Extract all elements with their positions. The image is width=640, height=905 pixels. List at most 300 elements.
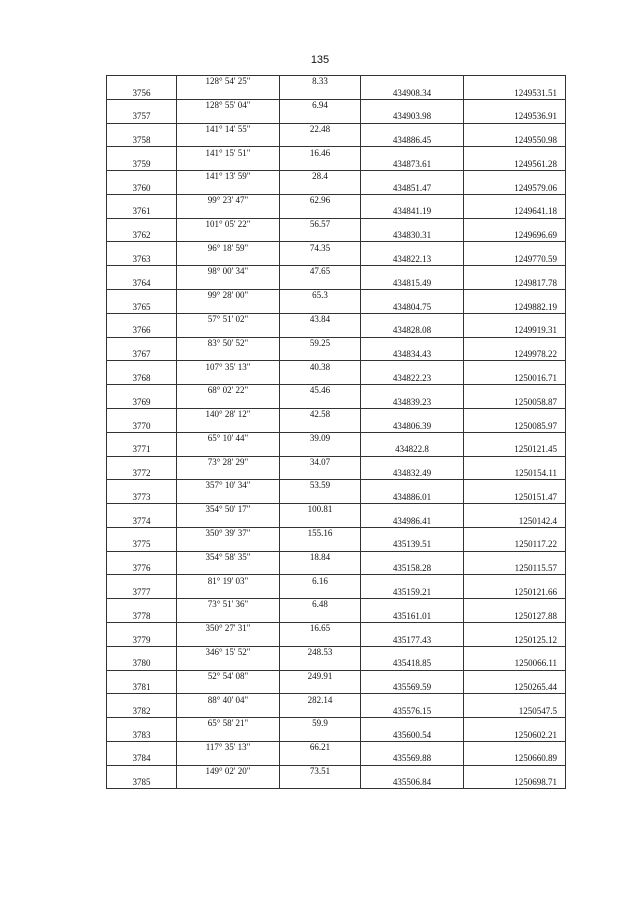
x-coordinate-cell — [361, 670, 464, 682]
distance-cell: 47.65 — [280, 266, 361, 278]
point-id-cell: 3758 — [107, 135, 177, 147]
table-row-point — [107, 492, 566, 504]
y-coordinate-cell: 1249817.78 — [464, 278, 566, 290]
y-coordinate-cell: 1250115.57 — [464, 563, 566, 575]
bearing-cell: 128° 54' 25" — [177, 76, 280, 88]
point-id-cell: 3783 — [107, 729, 177, 741]
distance-cell — [280, 301, 361, 313]
bearing-cell — [177, 587, 280, 599]
distance-cell: 249.91 — [280, 670, 361, 682]
distance-cell — [280, 611, 361, 623]
x-coordinate-cell — [361, 123, 464, 135]
point-id-cell — [107, 765, 177, 777]
bearing-cell: 107° 35' 13" — [177, 361, 280, 373]
table-row-point — [107, 230, 566, 242]
y-coordinate-cell: 1250016.71 — [464, 373, 566, 385]
table-row-segment — [107, 646, 566, 658]
bearing-cell — [177, 468, 280, 480]
y-coordinate-cell — [464, 171, 566, 183]
y-coordinate-cell — [464, 741, 566, 753]
bearing-cell: 65° 10' 44" — [177, 432, 280, 444]
y-coordinate-cell — [464, 266, 566, 278]
point-id-cell: 3763 — [107, 254, 177, 266]
distance-cell: 16.65 — [280, 622, 361, 634]
y-coordinate-cell: 1250125.12 — [464, 634, 566, 646]
point-id-cell — [107, 337, 177, 349]
table-row-segment — [107, 765, 566, 777]
distance-cell: 39.09 — [280, 432, 361, 444]
x-coordinate-cell: 435159.21 — [361, 587, 464, 599]
point-id-cell — [107, 123, 177, 135]
x-coordinate-cell: 434903.98 — [361, 111, 464, 123]
y-coordinate-cell: 1249641.18 — [464, 206, 566, 218]
y-coordinate-cell — [464, 385, 566, 397]
x-coordinate-cell — [361, 646, 464, 658]
point-id-cell — [107, 76, 177, 88]
bearing-cell: 350° 27' 31" — [177, 622, 280, 634]
point-id-cell — [107, 622, 177, 634]
x-coordinate-cell: 434886.01 — [361, 492, 464, 504]
x-coordinate-cell: 434841.19 — [361, 206, 464, 218]
x-coordinate-cell — [361, 527, 464, 539]
point-id-cell — [107, 694, 177, 706]
point-id-cell: 3779 — [107, 634, 177, 646]
distance-cell — [280, 634, 361, 646]
y-coordinate-cell — [464, 670, 566, 682]
bearing-cell: 81° 19' 03" — [177, 575, 280, 587]
table-row-point — [107, 325, 566, 337]
x-coordinate-cell — [361, 242, 464, 254]
point-id-cell: 3770 — [107, 420, 177, 432]
x-coordinate-cell — [361, 622, 464, 634]
bearing-cell — [177, 349, 280, 361]
x-coordinate-cell — [361, 432, 464, 444]
y-coordinate-cell — [464, 575, 566, 587]
distance-cell: 28.4 — [280, 171, 361, 183]
bearing-cell — [177, 515, 280, 527]
table-row-segment — [107, 432, 566, 444]
table-row-point — [107, 444, 566, 456]
bearing-cell — [177, 682, 280, 694]
table-row-point — [107, 468, 566, 480]
x-coordinate-cell: 434851.47 — [361, 183, 464, 195]
distance-cell — [280, 682, 361, 694]
x-coordinate-cell: 434828.08 — [361, 325, 464, 337]
x-coordinate-cell: 435506.84 — [361, 777, 464, 789]
x-coordinate-cell — [361, 599, 464, 611]
table-row-segment — [107, 408, 566, 420]
bearing-cell: 354° 58' 35" — [177, 551, 280, 563]
bearing-cell: 68° 02' 22" — [177, 385, 280, 397]
point-id-cell: 3774 — [107, 515, 177, 527]
point-id-cell — [107, 385, 177, 397]
point-id-cell: 3757 — [107, 111, 177, 123]
point-id-cell: 3777 — [107, 587, 177, 599]
point-id-cell: 3776 — [107, 563, 177, 575]
bearing-cell: 354° 50' 17" — [177, 504, 280, 516]
table-row-point — [107, 87, 566, 99]
table-row-segment — [107, 622, 566, 634]
table-row-segment — [107, 242, 566, 254]
y-coordinate-cell — [464, 599, 566, 611]
x-coordinate-cell — [361, 337, 464, 349]
distance-cell — [280, 87, 361, 99]
x-coordinate-cell — [361, 456, 464, 468]
bearing-cell: 101° 05' 22" — [177, 218, 280, 230]
y-coordinate-cell: 1250058.87 — [464, 397, 566, 409]
y-coordinate-cell: 1250117.22 — [464, 539, 566, 551]
point-id-cell — [107, 218, 177, 230]
distance-cell: 53.59 — [280, 480, 361, 492]
distance-cell — [280, 230, 361, 242]
x-coordinate-cell: 434886.45 — [361, 135, 464, 147]
x-coordinate-cell: 435158.28 — [361, 563, 464, 575]
y-coordinate-cell — [464, 480, 566, 492]
point-id-cell — [107, 194, 177, 206]
distance-cell: 18.84 — [280, 551, 361, 563]
distance-cell: 8.33 — [280, 76, 361, 88]
point-id-cell: 3766 — [107, 325, 177, 337]
y-coordinate-cell: 1250602.21 — [464, 729, 566, 741]
bearing-cell — [177, 753, 280, 765]
point-id-cell — [107, 456, 177, 468]
table-row-point — [107, 706, 566, 718]
bearing-cell — [177, 444, 280, 456]
table-row-point — [107, 753, 566, 765]
point-id-cell: 3761 — [107, 206, 177, 218]
distance-cell: 22.48 — [280, 123, 361, 135]
bearing-cell: 350° 39' 37" — [177, 527, 280, 539]
bearing-cell — [177, 373, 280, 385]
bearing-cell — [177, 183, 280, 195]
x-coordinate-cell — [361, 575, 464, 587]
table-row-point — [107, 587, 566, 599]
y-coordinate-cell: 1250660.89 — [464, 753, 566, 765]
y-coordinate-cell: 1250121.66 — [464, 587, 566, 599]
table-row-segment — [107, 741, 566, 753]
y-coordinate-cell: 1250127.88 — [464, 611, 566, 623]
table-row-point — [107, 563, 566, 575]
point-id-cell — [107, 408, 177, 420]
y-coordinate-cell: 1250698.71 — [464, 777, 566, 789]
point-id-cell — [107, 527, 177, 539]
bearing-cell: 149° 02' 20" — [177, 765, 280, 777]
table-row-point — [107, 301, 566, 313]
bearing-cell — [177, 230, 280, 242]
y-coordinate-cell: 1249536.91 — [464, 111, 566, 123]
bearing-cell — [177, 563, 280, 575]
bearing-cell — [177, 492, 280, 504]
table-row-segment — [107, 599, 566, 611]
distance-cell: 6.16 — [280, 575, 361, 587]
y-coordinate-cell — [464, 622, 566, 634]
distance-cell: 248.53 — [280, 646, 361, 658]
bearing-cell — [177, 611, 280, 623]
y-coordinate-cell — [464, 408, 566, 420]
point-id-cell — [107, 242, 177, 254]
point-id-cell — [107, 646, 177, 658]
y-coordinate-cell: 1250547.5 — [464, 706, 566, 718]
point-id-cell: 3778 — [107, 611, 177, 623]
x-coordinate-cell: 434822.13 — [361, 254, 464, 266]
distance-cell — [280, 563, 361, 575]
x-coordinate-cell: 434815.49 — [361, 278, 464, 290]
table-row-segment — [107, 76, 566, 88]
y-coordinate-cell — [464, 242, 566, 254]
distance-cell — [280, 420, 361, 432]
point-id-cell: 3772 — [107, 468, 177, 480]
bearing-cell: 357° 10' 34" — [177, 480, 280, 492]
distance-cell — [280, 587, 361, 599]
point-id-cell — [107, 480, 177, 492]
coordinate-table-body — [107, 76, 566, 789]
x-coordinate-cell — [361, 194, 464, 206]
table-row-segment — [107, 575, 566, 587]
y-coordinate-cell — [464, 76, 566, 88]
x-coordinate-cell — [361, 218, 464, 230]
table-row-point — [107, 515, 566, 527]
x-coordinate-cell: 434986.41 — [361, 515, 464, 527]
bearing-cell — [177, 539, 280, 551]
coordinate-table — [106, 75, 566, 789]
bearing-cell: 65° 58' 21" — [177, 718, 280, 730]
bearing-cell: 96° 18' 59" — [177, 242, 280, 254]
x-coordinate-cell: 434806.39 — [361, 420, 464, 432]
point-id-cell: 3784 — [107, 753, 177, 765]
distance-cell — [280, 254, 361, 266]
table-row-point — [107, 111, 566, 123]
distance-cell: 16.46 — [280, 147, 361, 159]
bearing-cell: 73° 51' 36" — [177, 599, 280, 611]
table-row-segment — [107, 290, 566, 302]
table-row-point — [107, 777, 566, 789]
x-coordinate-cell — [361, 385, 464, 397]
distance-cell: 282.14 — [280, 694, 361, 706]
y-coordinate-cell: 1250066.11 — [464, 658, 566, 670]
distance-cell — [280, 706, 361, 718]
table-row-point — [107, 206, 566, 218]
x-coordinate-cell: 434908.34 — [361, 87, 464, 99]
bearing-cell: 52° 54' 08" — [177, 670, 280, 682]
bearing-cell: 88° 40' 04" — [177, 694, 280, 706]
y-coordinate-cell: 1250142.4 — [464, 515, 566, 527]
point-id-cell: 3759 — [107, 159, 177, 171]
table-row-point — [107, 135, 566, 147]
table-row-segment — [107, 171, 566, 183]
distance-cell — [280, 777, 361, 789]
point-id-cell: 3756 — [107, 87, 177, 99]
x-coordinate-cell — [361, 76, 464, 88]
bearing-cell: 141° 15' 51" — [177, 147, 280, 159]
x-coordinate-cell — [361, 741, 464, 753]
table-row-point — [107, 349, 566, 361]
x-coordinate-cell — [361, 765, 464, 777]
point-id-cell: 3764 — [107, 278, 177, 290]
y-coordinate-cell — [464, 456, 566, 468]
distance-cell — [280, 206, 361, 218]
x-coordinate-cell — [361, 147, 464, 159]
y-coordinate-cell: 1249561.28 — [464, 159, 566, 171]
x-coordinate-cell: 435569.88 — [361, 753, 464, 765]
bearing-cell — [177, 135, 280, 147]
point-id-cell — [107, 575, 177, 587]
y-coordinate-cell: 1250265.44 — [464, 682, 566, 694]
point-id-cell — [107, 313, 177, 325]
point-id-cell: 3769 — [107, 397, 177, 409]
point-id-cell — [107, 599, 177, 611]
point-id-cell: 3781 — [107, 682, 177, 694]
bearing-cell: 140° 28' 12" — [177, 408, 280, 420]
point-id-cell — [107, 290, 177, 302]
y-coordinate-cell — [464, 218, 566, 230]
x-coordinate-cell: 435418.85 — [361, 658, 464, 670]
point-id-cell: 3775 — [107, 539, 177, 551]
bearing-cell: 73° 28' 29" — [177, 456, 280, 468]
point-id-cell: 3773 — [107, 492, 177, 504]
y-coordinate-cell: 1249550.98 — [464, 135, 566, 147]
distance-cell: 6.48 — [280, 599, 361, 611]
distance-cell — [280, 729, 361, 741]
table-row-point — [107, 397, 566, 409]
bearing-cell: 128° 55' 04" — [177, 99, 280, 111]
bearing-cell — [177, 301, 280, 313]
x-coordinate-cell: 434804.75 — [361, 301, 464, 313]
distance-cell — [280, 111, 361, 123]
y-coordinate-cell: 1250121.45 — [464, 444, 566, 456]
distance-cell — [280, 539, 361, 551]
x-coordinate-cell: 435177.43 — [361, 634, 464, 646]
point-id-cell — [107, 171, 177, 183]
point-id-cell — [107, 551, 177, 563]
bearing-cell: 83° 50' 52" — [177, 337, 280, 349]
table-row-point — [107, 278, 566, 290]
x-coordinate-cell: 434822.23 — [361, 373, 464, 385]
table-row-segment — [107, 670, 566, 682]
y-coordinate-cell: 1249696.69 — [464, 230, 566, 242]
distance-cell: 65.3 — [280, 290, 361, 302]
bearing-cell — [177, 87, 280, 99]
bearing-cell — [177, 159, 280, 171]
table-row-segment — [107, 504, 566, 516]
y-coordinate-cell — [464, 718, 566, 730]
bearing-cell — [177, 111, 280, 123]
x-coordinate-cell: 435139.51 — [361, 539, 464, 551]
bearing-cell: 99° 28' 00" — [177, 290, 280, 302]
y-coordinate-cell — [464, 361, 566, 373]
x-coordinate-cell: 434832.49 — [361, 468, 464, 480]
x-coordinate-cell: 435576.15 — [361, 706, 464, 718]
table-row-point — [107, 539, 566, 551]
distance-cell — [280, 468, 361, 480]
x-coordinate-cell — [361, 290, 464, 302]
table-row-segment — [107, 718, 566, 730]
table-row-segment — [107, 218, 566, 230]
table-row-point — [107, 611, 566, 623]
distance-cell — [280, 753, 361, 765]
bearing-cell — [177, 706, 280, 718]
table-row-segment — [107, 123, 566, 135]
distance-cell — [280, 349, 361, 361]
point-id-cell: 3760 — [107, 183, 177, 195]
distance-cell: 66.21 — [280, 741, 361, 753]
bearing-cell: 141° 14' 55" — [177, 123, 280, 135]
point-id-cell — [107, 718, 177, 730]
bearing-cell — [177, 206, 280, 218]
y-coordinate-cell — [464, 99, 566, 111]
x-coordinate-cell — [361, 551, 464, 563]
y-coordinate-cell: 1250085.97 — [464, 420, 566, 432]
y-coordinate-cell — [464, 290, 566, 302]
point-id-cell — [107, 504, 177, 516]
distance-cell: 40.38 — [280, 361, 361, 373]
x-coordinate-cell: 434822.8 — [361, 444, 464, 456]
x-coordinate-cell: 434839.23 — [361, 397, 464, 409]
table-row-segment — [107, 385, 566, 397]
table-row-point — [107, 729, 566, 741]
y-coordinate-cell — [464, 504, 566, 516]
distance-cell — [280, 515, 361, 527]
table-row-segment — [107, 147, 566, 159]
y-coordinate-cell — [464, 646, 566, 658]
point-id-cell — [107, 741, 177, 753]
distance-cell: 100.81 — [280, 504, 361, 516]
bearing-cell — [177, 777, 280, 789]
distance-cell: 59.25 — [280, 337, 361, 349]
table-row-segment — [107, 194, 566, 206]
y-coordinate-cell — [464, 337, 566, 349]
x-coordinate-cell: 435569.59 — [361, 682, 464, 694]
distance-cell: 6.94 — [280, 99, 361, 111]
x-coordinate-cell — [361, 171, 464, 183]
table-row-segment — [107, 313, 566, 325]
x-coordinate-cell — [361, 313, 464, 325]
x-coordinate-cell — [361, 504, 464, 516]
bearing-cell — [177, 278, 280, 290]
bearing-cell: 141° 13' 59" — [177, 171, 280, 183]
point-id-cell — [107, 99, 177, 111]
y-coordinate-cell — [464, 765, 566, 777]
x-coordinate-cell: 435600.54 — [361, 729, 464, 741]
bearing-cell: 57° 51' 02" — [177, 313, 280, 325]
x-coordinate-cell — [361, 408, 464, 420]
point-id-cell — [107, 670, 177, 682]
x-coordinate-cell — [361, 718, 464, 730]
table-row-segment — [107, 266, 566, 278]
distance-cell: 42.58 — [280, 408, 361, 420]
y-coordinate-cell: 1249882.19 — [464, 301, 566, 313]
y-coordinate-cell: 1249919.31 — [464, 325, 566, 337]
table-row-segment — [107, 361, 566, 373]
y-coordinate-cell — [464, 527, 566, 539]
bearing-cell — [177, 729, 280, 741]
point-id-cell: 3782 — [107, 706, 177, 718]
distance-cell — [280, 397, 361, 409]
table-row-point — [107, 373, 566, 385]
y-coordinate-cell — [464, 123, 566, 135]
distance-cell: 43.84 — [280, 313, 361, 325]
point-id-cell: 3771 — [107, 444, 177, 456]
y-coordinate-cell — [464, 551, 566, 563]
bearing-cell — [177, 658, 280, 670]
distance-cell: 155.16 — [280, 527, 361, 539]
bearing-cell: 98° 00' 34" — [177, 266, 280, 278]
point-id-cell: 3767 — [107, 349, 177, 361]
y-coordinate-cell: 1249770.59 — [464, 254, 566, 266]
point-id-cell: 3785 — [107, 777, 177, 789]
bearing-cell — [177, 397, 280, 409]
table-row-point — [107, 658, 566, 670]
y-coordinate-cell: 1250154.11 — [464, 468, 566, 480]
